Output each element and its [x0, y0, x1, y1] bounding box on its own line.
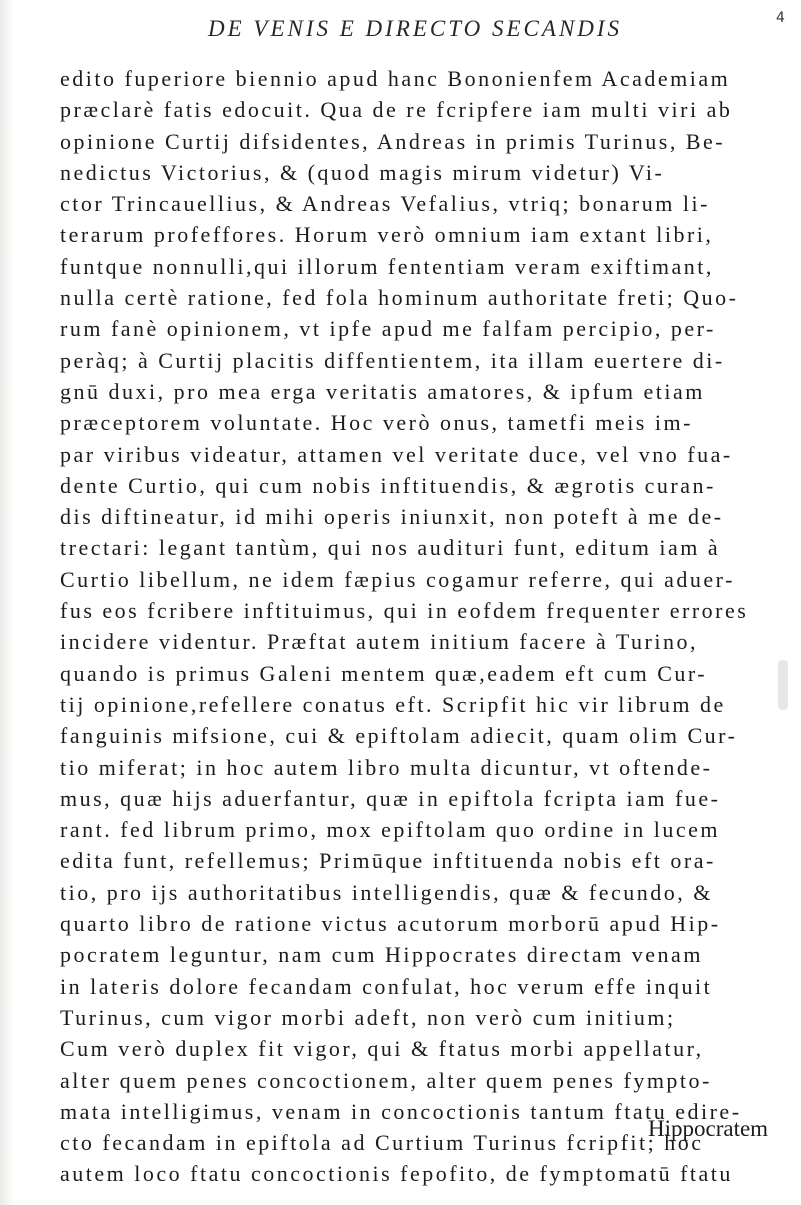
text-line: incidere videntur. Præftat autem initium facere à Turino, — [60, 629, 698, 655]
text-line: alter quem penes concoctionem, alter quem penes fympto- — [60, 1067, 712, 1093]
text-line: cto fecandam in epiftola ad Curtium Turinus fcripfit; hoc — [60, 1130, 704, 1156]
text-line: rant. fed librum primo, mox epiftolam quo ordine in lucem — [60, 817, 720, 843]
text-line: nedictus Victorius, & (quod magis mirum videtur) Vi- — [60, 159, 665, 185]
text-line: tio miferat; in hoc autem libro multa dicuntur, vt oftende- — [60, 754, 713, 780]
text-line: par viribus videatur, attamen vel veritate duce, vel vno fua- — [60, 441, 733, 467]
text-line: opinione Curtij difsidentes, Andreas in primis Turinus, Be- — [60, 128, 726, 154]
body-text — [60, 63, 780, 1190]
text-line: funtque nonnulli,qui illorum fententiam veram exiftimant, — [60, 253, 714, 279]
running-head: DE VENIS E DIRECTO SECANDIS — [208, 16, 623, 41]
text-line: terarum profeffores. Horum verò omnium iam extant libri, — [60, 222, 714, 248]
text-line: trectari: legant tantùm, qui nos audituri funt, editum iam à — [60, 535, 721, 561]
text-line: fus eos fcribere inftituimus, qui in eofdem frequenter errores — [60, 598, 749, 624]
text-line: Turinus, cum vigor morbi adeft, non verò cum initium; — [60, 1004, 676, 1030]
text-line: gnū duxi, pro mea erga veritatis amatores, & ipfum etiam — [60, 378, 705, 404]
text-line: rum fanè opinionem, vt ipfe apud me falfam percipio, per- — [60, 316, 716, 342]
text-line: pocratem leguntur, nam cum Hippocrates directam venam — [60, 942, 703, 968]
corner-mark: 4 — [776, 10, 785, 26]
text-line: nulla certè ratione, fed fola hominum authoritate freti; Quo- — [60, 285, 739, 311]
text-line: quando is primus Galeni mentem quæ,eadem eft cum Cur- — [60, 660, 708, 686]
text-line: autem loco ftatu concoctionis fepofito, de fymptomatū ftatu — [60, 1161, 733, 1187]
text-line: tio, pro ijs authoritatibus intelligendis, quæ & fecundo, & — [60, 879, 713, 905]
text-line: mus, quæ hijs aduerfantur, quæ in epiftola fcripta iam fue- — [60, 785, 721, 811]
text-line: ctor Trincauellius, & Andreas Vefalius, vtriq; bonarum li- — [60, 191, 710, 217]
text-line: dis diftineatur, id mihi operis iniunxit, non poteft à me de- — [60, 504, 724, 530]
text-line: edito fuperiore biennio apud hanc Bononienfem Academiam — [60, 66, 731, 91]
text-line: mata intelligimus, venam in concoctionis tantum ftatu edire- — [60, 1098, 742, 1124]
text-line: quarto libro de ratione victus acutorum morborū apud Hip- — [60, 911, 721, 937]
page-edge-shadow — [0, 0, 14, 1205]
text-line: in lateris dolore fecandam confulat, hoc verum effe inquit — [60, 973, 713, 999]
text-line: Cum verò duplex fit vigor, qui & ftatus morbi appellatur, — [60, 1036, 704, 1062]
text-line: edita funt, refellemus; Primūque inftituenda nobis eft ora- — [60, 848, 716, 874]
catchword: Hippocratem — [648, 1116, 769, 1141]
text-line: dente Curtio, qui cum nobis inftituendis, & ægrotis curan- — [60, 472, 716, 498]
text-line: fanguinis mifsione, cui & epiftolam adiecit, quam olim Cur- — [60, 723, 738, 749]
text-line: Curtio libellum, ne idem fæpius cogamur referre, qui aduer- — [60, 566, 735, 592]
text-line: præceptorem voluntate. Hoc verò onus, tametfi meis im- — [60, 410, 693, 436]
text-line: tij opinione,refellere conatus eft. Scripfit hic vir librum de — [60, 691, 726, 717]
text-line: peràq; à Curtij placitis diffentientem, ita illam euertere di- — [60, 347, 725, 373]
text-line: præclarè fatis edocuit. Qua de re fcripfere iam multi viri ab — [60, 97, 733, 123]
margin-smudge — [778, 660, 788, 710]
